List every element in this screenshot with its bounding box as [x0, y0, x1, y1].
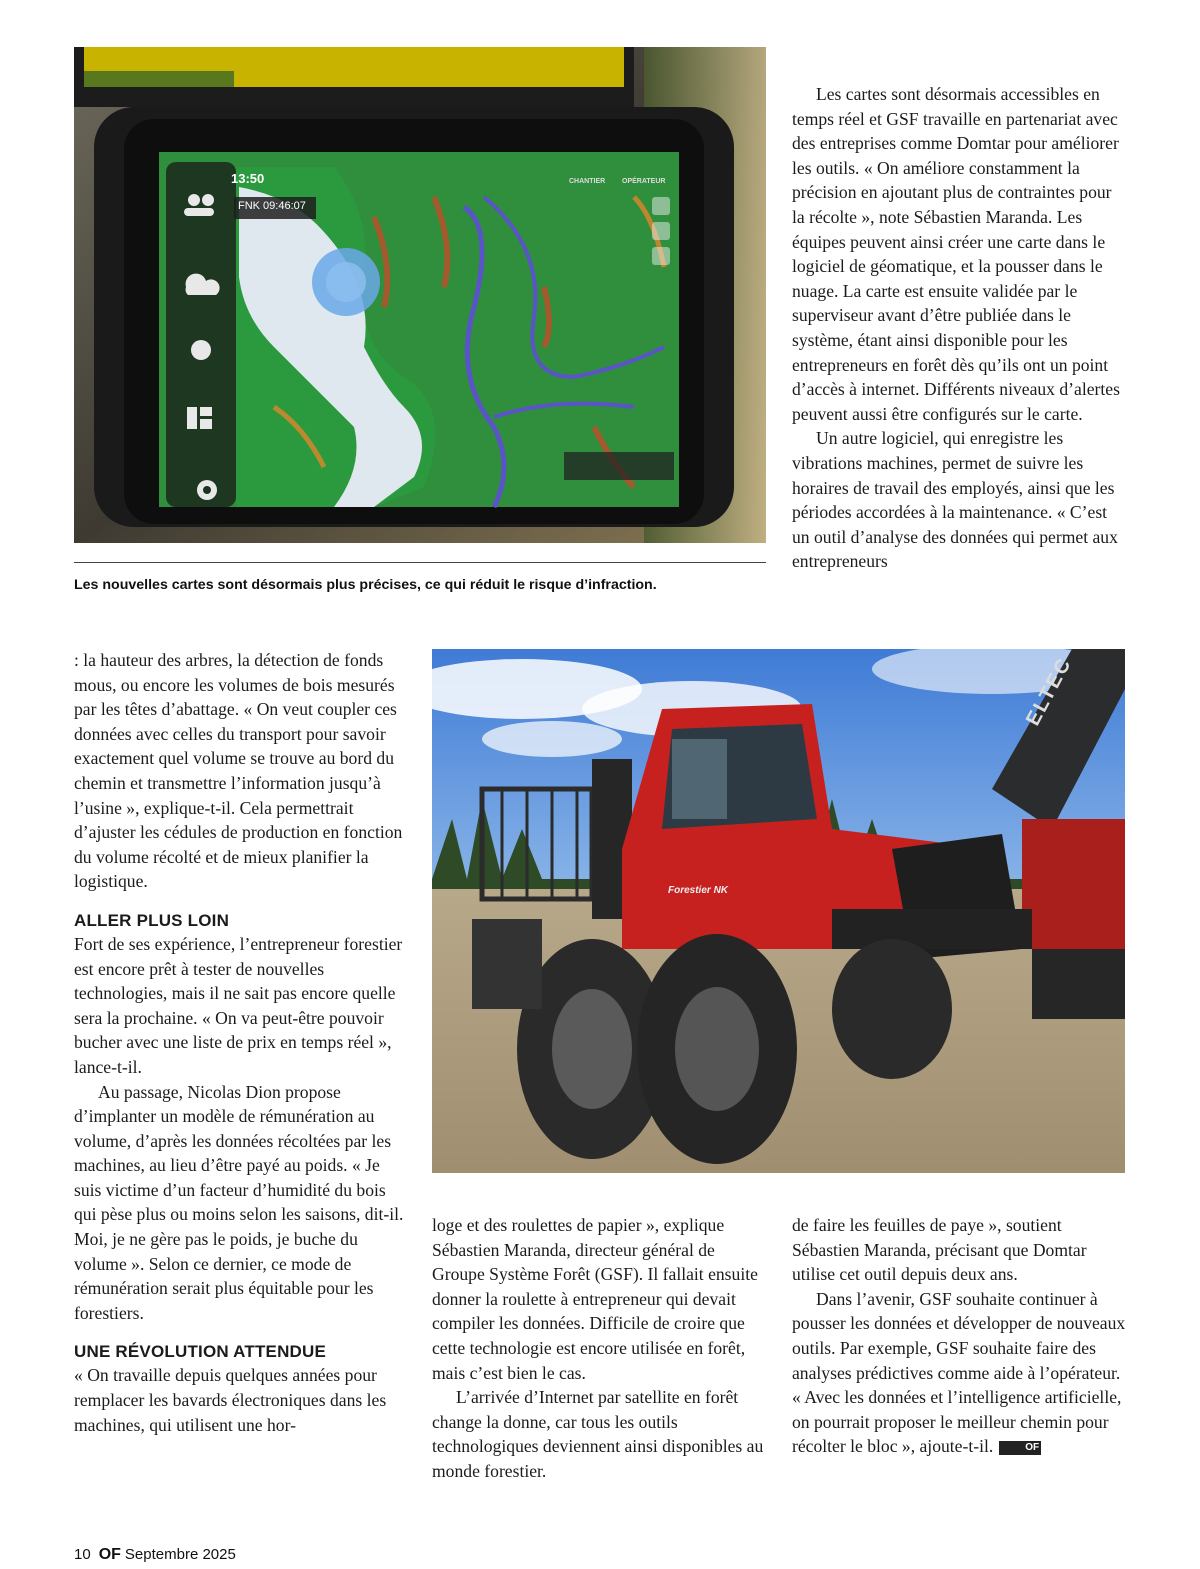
- column-middle: [432, 1213, 766, 1484]
- machine-brand-label: Forestier NK: [668, 885, 729, 896]
- paragraph: Fort de ses expérience, l’entrepreneur forestier est encore prêt à tester de nouvelles technologies, mais il ne sait pas encore quelle sera la prochaine. « On va peut-être pouvoir bucher avec une liste de prix en temps réel », lance-t-il.: [74, 933, 403, 1077]
- page-number: 10: [74, 1546, 91, 1563]
- forwarder-photo-illustration: [432, 649, 1125, 1173]
- column-top-right: [792, 82, 1126, 574]
- paragraph: : la hauteur des arbres, la détection de fonds mous, ou encore les volumes de bois mesurés par les têtes d’abattage. « On veut coupler ces données avec celles du transport pour savoir exactement quel volume se trouve au bord du chemin et transmettre l’information jusqu’à l’usine », explique-t-il. Cela permettrait d’ajuster les cédules de production en fonction du volume récolté et de mieux planifier la logistique.: [74, 650, 403, 892]
- magazine-name: OF: [98, 1546, 121, 1563]
- photo-caption: Les nouvelles cartes sont désormais plus précises, ce qui réduit le risque d’infraction.: [74, 577, 657, 593]
- paragraph: loge et des roulettes de papier », explique Sébastien Maranda, directeur général de Groupe Système Forêt (GSF). Il fallait ensuite donner la roulette à entrepreneur qui devait compiler les données. Difficile de croire que cette technologie est encore utilisée en forêt, mais c’est bien le cas.: [432, 1215, 758, 1383]
- issue-date: Septembre 2025: [124, 1546, 236, 1563]
- paragraph: « On travaille depuis quelques années pour remplacer les bavards électroniques dans les machines, qui utilisent une hor-: [74, 1365, 387, 1435]
- boom-label: ELTEC: [1022, 653, 1077, 730]
- paragraph: de faire les feuilles de paye », soutient Sébastien Maranda, précisant que Domtar utilise cet outil depuis deux ans.: [792, 1215, 1087, 1285]
- tablet-tab-chantier: CHANTIER: [569, 178, 606, 185]
- tablet-time: 13:50: [231, 171, 265, 186]
- paragraph: Les cartes sont désormais accessibles en temps réel et GSF travaille en partenariat avec des entreprises comme Domtar pour améliorer les outils. « On améliore constamment la précision en ajoutant plus de contraintes pour la récolte », note Sébastien Maranda. Les équipes peuvent ainsi créer une carte dans le logiciel de géomatique, et la pousser dans le nuage. La carte est ensuite validée par le superviseur avant d’être publiée dans le système, étant ainsi disponible pour les entrepreneurs en forêt dès qu’ils ont un point d’accès à internet. Différents niveaux d’alertes peuvent aussi être configurés sur le carte.: [792, 84, 1120, 424]
- paragraph-text: Dans l’avenir, GSF souhaite continuer à pousser les données et développer de nouveaux outils. Par exemple, GSF souhaite faire des analyses prédictives comme aide à l’opérateur. « Avec les données et l’intelligence artificielle, on pourrait proposer le meilleur chemin pour récolter le bloc », ajoute-t-il.: [792, 1288, 1126, 1457]
- paragraph: Au passage, Nicolas Dion propose d’implanter un modèle de rémunération au volume, d’après les données récoltées par les machines, au lieu d’être payé au poids. « Je suis victime d’un facteur d’humidité du bois qui pèse plus ou moins selon les saisons, dit-il. Moi, je ne gère pas le poids, je buche du volume ». Selon ce dernier, ce mode de rémunération serait plus équitable pour les forestiers.: [74, 1081, 404, 1323]
- tablet-photo-illustration: [74, 47, 766, 543]
- section-heading: UNE RÉVOLUTION ATTENDUE: [74, 1342, 327, 1362]
- paragraph: [792, 1287, 1126, 1459]
- photo-forwarder: [432, 649, 1125, 1173]
- paragraph: Un autre logiciel, qui enregistre les vibrations machines, permet de suivre les horaires de travail des employés, ainsi que les périodes accordées à la maintenance. « C’est un outil d’analyse des données qui permet aux entrepreneurs: [792, 428, 1118, 572]
- column-right: [792, 1213, 1126, 1459]
- end-mark: OF: [999, 1441, 1041, 1455]
- tablet-machine-label: FNK 09:46:07: [238, 200, 306, 212]
- tablet-tab-operateur: OPÉRATEUR: [622, 178, 666, 185]
- paragraph: L’arrivée d’Internet par satellite en forêt change la donne, car tous les outils technologiques deviennent ainsi disponibles au monde forestier.: [432, 1387, 764, 1481]
- caption-rule: [74, 562, 766, 563]
- column-left: [74, 648, 408, 1437]
- photo-tablet-map: [74, 47, 766, 543]
- section-heading: ALLER PLUS LOIN: [74, 910, 230, 930]
- page-footer: [74, 1546, 236, 1564]
